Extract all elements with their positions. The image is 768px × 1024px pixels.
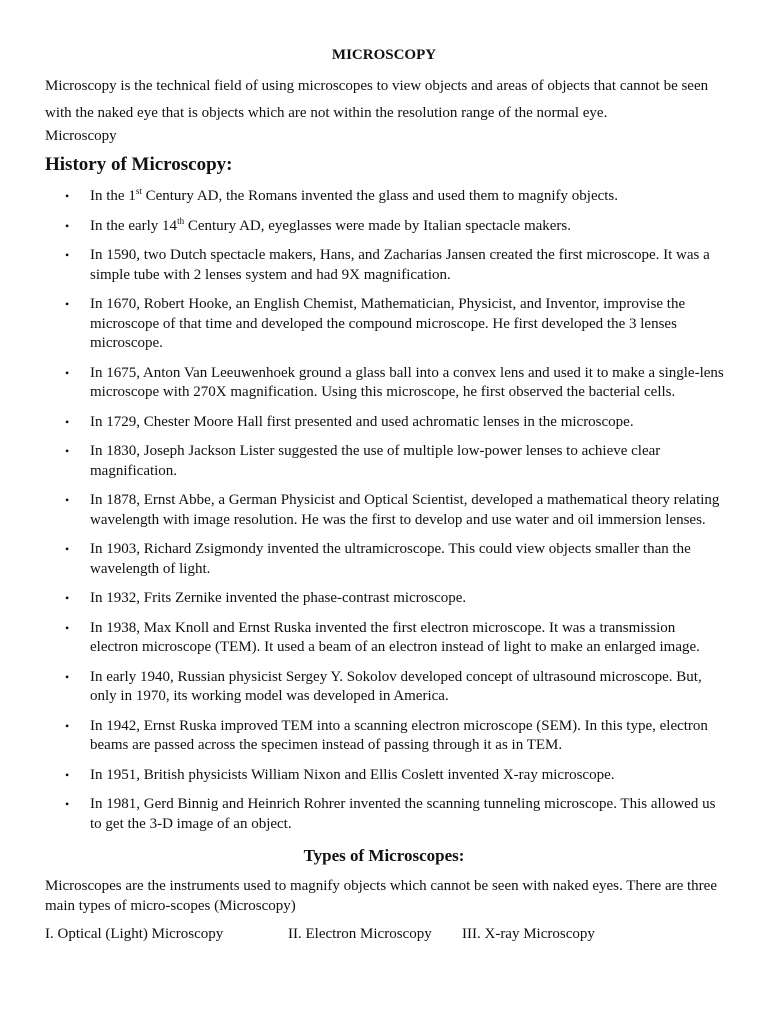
- bullet-icon: •: [65, 767, 70, 782]
- bullet-icon: •: [65, 414, 70, 429]
- bullet-icon: •: [65, 365, 70, 380]
- history-list-item: [45, 295, 725, 354]
- types-heading: Types of Microscopes:: [303, 846, 465, 865]
- type-item-electron: II. Electron Microscopy: [288, 926, 432, 942]
- type-item-optical: I. Optical (Light) Microscopy: [45, 926, 224, 942]
- bullet-icon: •: [65, 591, 70, 605]
- history-item-text: In early 1940, Russian physicist Sergey Y. Sokolov developed concept of ultrasound microscope. But, only in 1970, its working model was developed in America.: [90, 668, 702, 704]
- history-item-text: In the 1: [90, 188, 136, 204]
- history-item-text: In 1932, Frits Zernike invented the phase-contrast microscope.: [90, 590, 467, 606]
- history-item-text: In 1981, Gerd Binnig and Heinrich Rohrer invented the scanning tunneling microscope. This allowed us to get the 3-D image of an object.: [90, 796, 716, 832]
- history-list-item: [45, 364, 725, 403]
- history-item-text: In the early 14: [90, 217, 178, 234]
- history-item-text: In 1903, Richard Zsigmondy invented the ultramicroscope. This could view objects smaller than the wavelength of light.: [90, 541, 691, 577]
- history-item-text: In 1830, Joseph Jackson Lister suggested the use of multiple low-power lenses to achieve clear magnification.: [90, 443, 661, 479]
- document-title: MICROSCOPY: [331, 47, 437, 63]
- bullet-icon: •: [65, 297, 70, 311]
- history-item-text: In 1878, Ernst Abbe, a German Physicist and Optical Scientist, developed a mathematical theory relating wavelength with image resolution. He was the first to develop and use water and oil immersion lenses.: [90, 492, 720, 528]
- history-list-item: [45, 187, 725, 207]
- history-list-item: [45, 619, 725, 658]
- history-item-text: In 1670, Robert Hooke, an English Chemist, Mathematician, Physicist, and Inventor, improvise the microscope of that time and developed the compound microscope. He first developed the 3 lenses microscope.: [90, 296, 686, 351]
- history-list-item: [45, 540, 725, 579]
- intro-paragraph: Microscopy is the technical field of using microscopes to view objects and areas of objects that cannot be seen with the naked eye that is objects which are not within the resolution range of the normal eye.: [45, 78, 709, 121]
- history-item-text-continued: Century AD, eyeglasses were made by Italian spectacle makers.: [184, 217, 572, 234]
- history-list-item: [45, 491, 725, 530]
- bullet-icon: •: [65, 797, 70, 811]
- history-item-text: In 1942, Ernst Ruska improved TEM into a scanning electron microscope (SEM). In this type, electron beams are passed across the specimen instead of passing through it as in TEM.: [90, 717, 708, 753]
- intro-label: Microscopy: [45, 128, 117, 144]
- ordinal-suffix: th: [177, 215, 185, 226]
- ordinal-suffix: st: [135, 186, 142, 196]
- bullet-icon: •: [65, 493, 70, 507]
- history-list-item: [45, 589, 725, 609]
- history-heading: History of Microscopy:: [45, 154, 233, 175]
- history-list-item: [45, 217, 725, 237]
- bullet-icon: •: [65, 620, 70, 635]
- history-list-item: [45, 766, 725, 786]
- bullet-icon: •: [65, 248, 70, 262]
- history-item-text: In 1675, Anton Van Leeuwenhoek ground a glass ball into a convex lens and used it to make a single-lens microscope with 270X magnification. Using this microscope, he first observed the bacterial cells.: [90, 364, 724, 400]
- bullet-icon: •: [65, 669, 70, 684]
- bullet-icon: •: [65, 189, 70, 203]
- history-list-item: [45, 413, 725, 433]
- bullet-icon: •: [65, 444, 70, 458]
- bullet-icon: •: [65, 218, 70, 233]
- types-intro-paragraph: Microscopes are the instruments used to magnify objects which cannot be seen with naked eyes. There are three main types of micro-scopes (Microscopy): [45, 878, 717, 914]
- history-item-text: In 1729, Chester Moore Hall first presented and used achromatic lenses in the microscope.: [90, 413, 634, 430]
- history-list-item: [45, 717, 725, 756]
- history-list-item: [45, 442, 725, 481]
- type-item-xray: III. X-ray Microscopy: [462, 926, 595, 942]
- history-list-item: [45, 246, 725, 285]
- bullet-icon: •: [65, 542, 70, 556]
- history-list: [45, 187, 725, 844]
- history-list-item: [45, 795, 725, 834]
- history-item-text-continued: Century AD, the Romans invented the glass and used them to magnify objects.: [141, 188, 619, 204]
- history-item-text: In 1951, British physicists William Nixon and Ellis Coslett invented X-ray microscope.: [90, 766, 615, 783]
- history-list-item: [45, 668, 725, 707]
- history-item-text: In 1938, Max Knoll and Ernst Ruska invented the first electron microscope. It was a transmission electron microscope (TEM). It used a beam of an electron instead of light to make an enlarged image.: [90, 619, 700, 655]
- history-item-text: In 1590, two Dutch spectacle makers, Hans, and Zacharias Jansen created the first microscope. It was a simple tube with 2 lenses system and had 9X magnification.: [90, 247, 710, 283]
- bullet-icon: •: [65, 718, 70, 733]
